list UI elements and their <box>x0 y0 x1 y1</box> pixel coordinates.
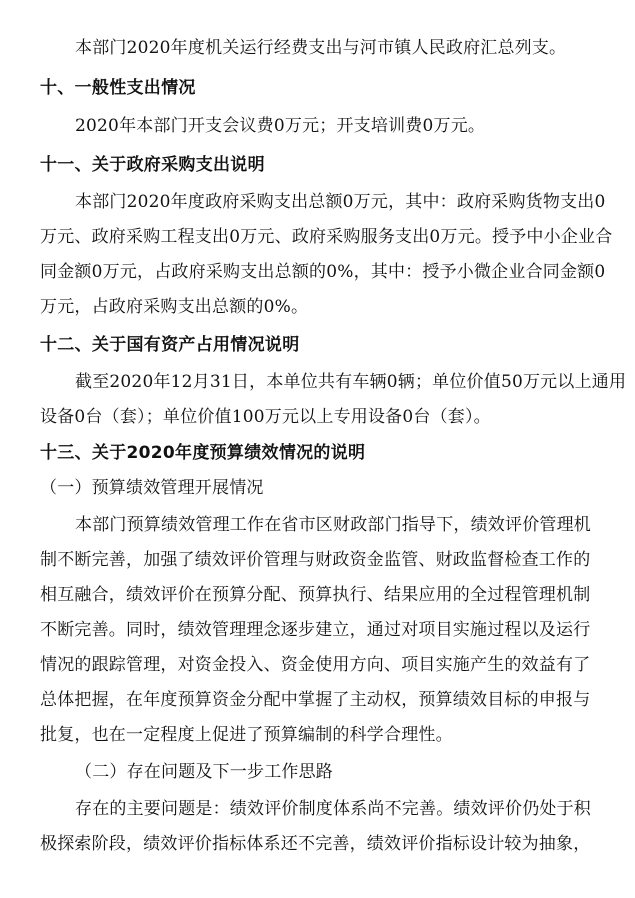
text-line: 极探索阶段，绩效评价指标体系还不完善，绩效评价指标设计较为抽象， <box>40 834 591 854</box>
text-line: 截至2020年12月31日，本单位共有车辆0辆；单位价值50万元以上通用 <box>75 372 627 392</box>
text-line: 总体把握，在年度预算资金分配中掌握了主动权，预算绩效目标的申报与 <box>40 690 591 710</box>
text-line: 不断完善。同时，绩效管理理念逐步建立，通过对项目实施过程以及运行 <box>40 620 591 640</box>
text-line: 存在的主要问题是：绩效评价制度体系尚不完善。绩效评价仍处于积 <box>75 799 591 819</box>
text-line: 2020年本部门开支会议费0万元；开支培训费0万元。 <box>75 116 486 136</box>
section-heading: 十一、关于政府采购支出说明 <box>40 155 265 175</box>
text-line: 设备0台（套）；单位价值100万元以上专用设备0台（套）。 <box>40 407 491 427</box>
section-heading: 十、一般性支出情况 <box>40 78 196 98</box>
text-line: 万元，占政府采购支出总额的0%。 <box>40 297 309 317</box>
text-line: 同金额0万元，占政府采购支出总额的0%，其中：授予小微企业合同金额0 <box>40 262 606 282</box>
subsection-heading: （一）预算绩效管理开展情况 <box>40 478 264 498</box>
subsection-heading: （二）存在问题及下一步工作思路 <box>75 762 333 782</box>
text-line: 情况的跟踪管理，对资金投入、资金使用方向、项目实施产生的效益有了 <box>40 655 591 675</box>
text-line: 本部门2020年度政府采购支出总额0万元，其中：政府采购货物支出0 <box>75 192 606 212</box>
text-line: 万元、政府采购工程支出0万元、政府采购服务支出0万元。授予中小企业合 <box>40 227 613 247</box>
text-line: 本部门2020年度机关运行经费支出与河市镇人民政府汇总列支。 <box>75 38 567 58</box>
text-line: 相互融合，绩效评价在预算分配、预算执行、结果应用的全过程管理机制 <box>40 585 591 605</box>
section-heading: 十二、关于国有资产占用情况说明 <box>40 335 300 355</box>
section-heading: 十三、关于2020年度预算绩效情况的说明 <box>40 443 366 463</box>
text-line: 批复，也在一定程度上促进了预算编制的科学合理性。 <box>40 725 453 745</box>
text-line: 本部门预算绩效管理工作在省市区财政部门指导下，绩效评价管理机 <box>75 515 591 535</box>
text-line: 制不断完善，加强了绩效评价管理与财政资金监管、财政监督检查工作的 <box>40 550 591 570</box>
